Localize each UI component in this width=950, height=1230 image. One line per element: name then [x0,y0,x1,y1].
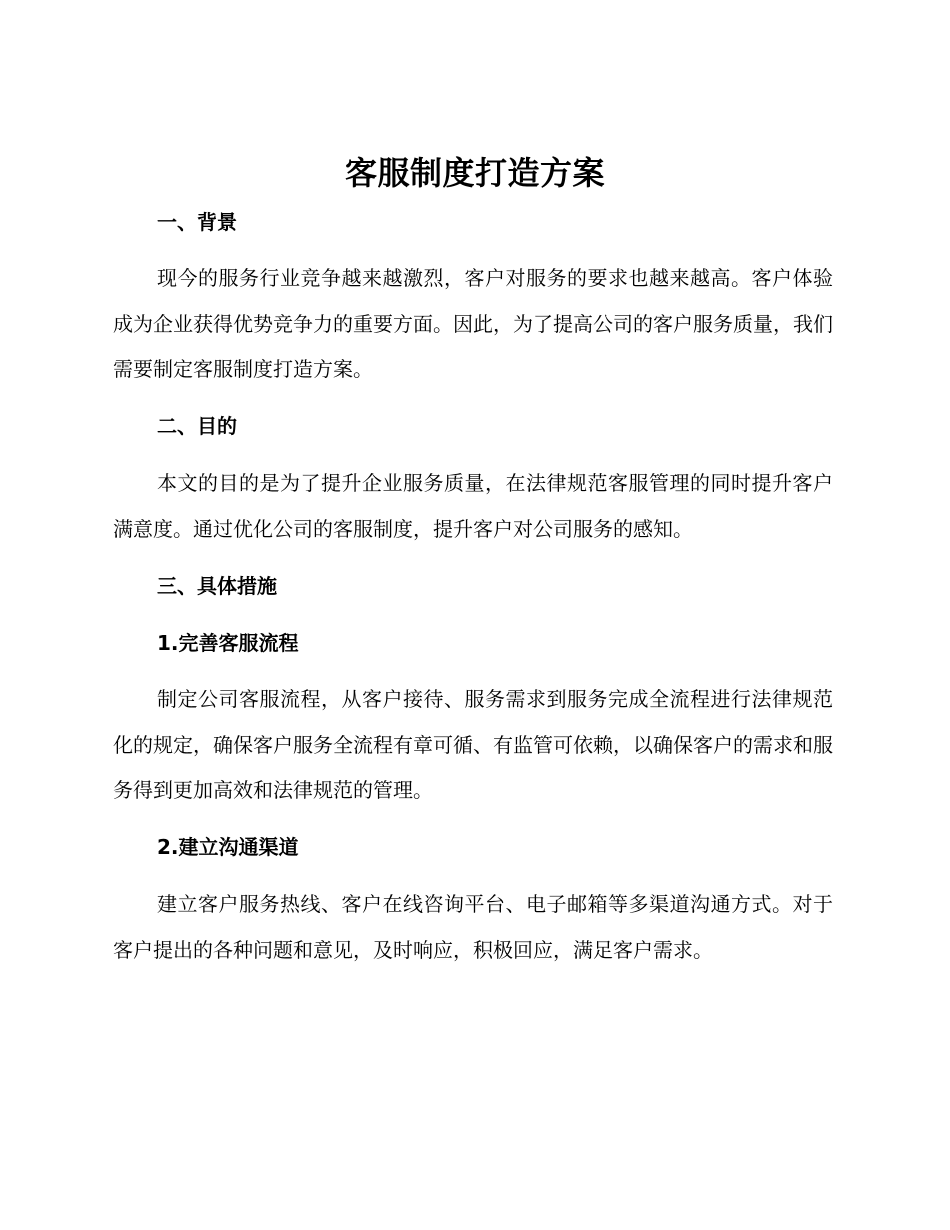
subheading-communication-channels: 2.建立沟通渠道 [157,835,299,859]
paragraph-background: 现今的服务行业竞争越来越激烈，客户对服务的要求也越来越高。客户体验成为企业获得优势竞争力的重要方面。因此，为了提高公司的客户服务质量，我们需要制定客服制度打造方案。 [113,266,833,381]
heading-purpose: 二、目的 [157,414,237,438]
heading-measures: 三、具体措施 [157,574,277,598]
heading-background: 一、背景 [157,210,237,234]
paragraph-communication-channels: 建立客户服务热线、客户在线咨询平台、电子邮箱等多渠道沟通方式。对于客户提出的各种问题和意见，及时响应，积极回应，满足客户需求。 [113,892,833,962]
subheading-improve-process: 1.完善客服流程 [157,631,299,655]
paragraph-purpose: 本文的目的是为了提升企业服务质量，在法律规范客服管理的同时提升客户满意度。通过优化公司的客服制度，提升客户对公司服务的感知。 [113,471,833,541]
paragraph-improve-process: 制定公司客服流程，从客户接待、服务需求到服务完成全流程进行法律规范化的规定，确保客户服务全流程有章可循、有监管可依赖，以确保客户的需求和服务得到更加高效和法律规范的管理。 [113,687,833,802]
document-title: 客服制度打造方案 [344,154,605,192]
